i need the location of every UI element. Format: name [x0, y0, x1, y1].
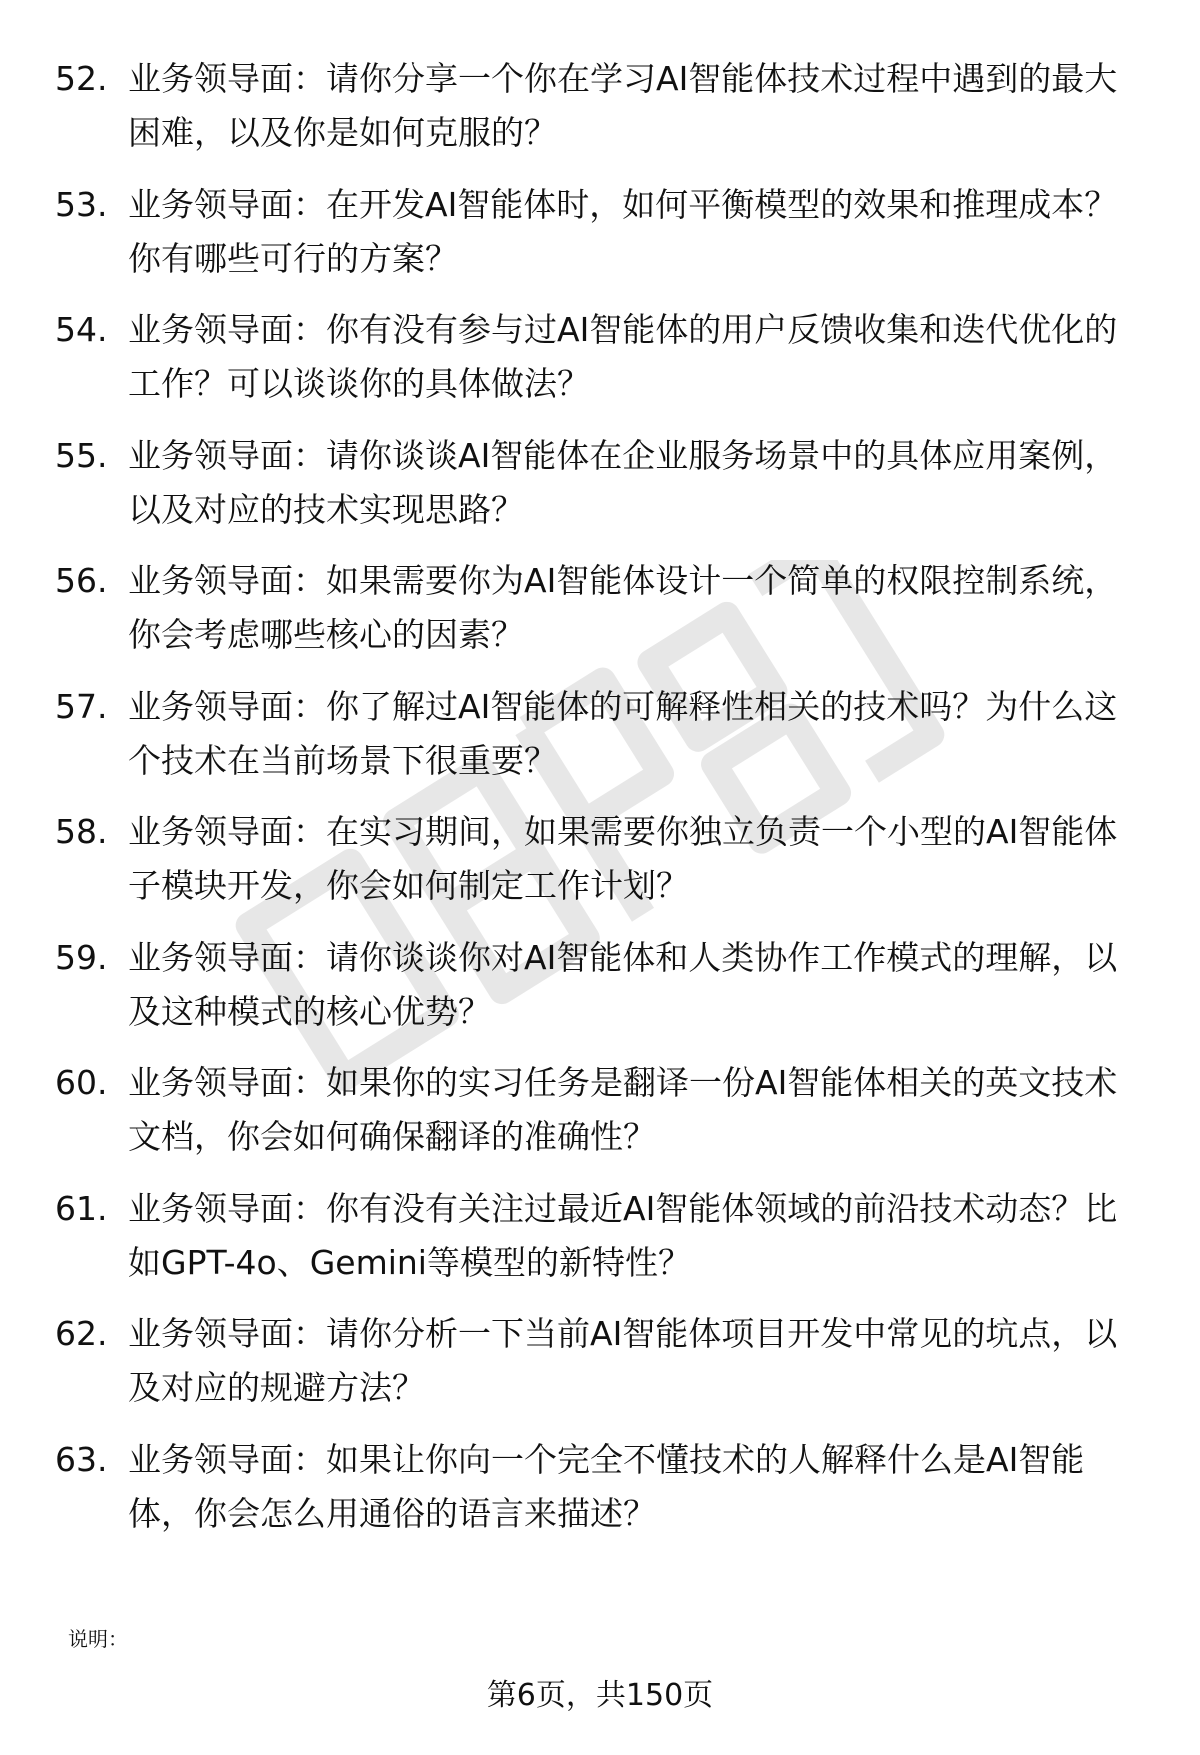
page-footer: 第6页，共150页	[486, 1678, 714, 1713]
question-item	[55, 1433, 1135, 1541]
question-number: 56.	[55, 561, 108, 600]
question-number: 52.	[55, 59, 108, 98]
question-text: 业务领导面：请你谈谈AI智能体在企业服务场景中的具体应用案例，以及对应的技术实现思路？	[128, 435, 1118, 529]
question-text: 业务领导面：如果你的实习任务是翻译一份AI智能体相关的英文技术文档，你会如何确保翻译的准确性？	[128, 1063, 1118, 1156]
question-text: 业务领导面：请你分析一下当前AI智能体项目开发中常见的坑点，以及对应的规避方法？	[128, 1314, 1118, 1407]
question-text: 业务领导面：在实习期间，如果需要你独立负责一个小型的AI智能体子模块开发，你会如何制定工作计划？	[128, 812, 1118, 905]
question-number: 54.	[55, 310, 108, 349]
question-list	[55, 52, 1135, 1558]
question-item	[55, 429, 1135, 537]
question-number: 57.	[55, 686, 108, 726]
question-text: 业务领导面：请你谈谈你对AI智能体和人类协作工作模式的理解，以及这种模式的核心优势？	[128, 937, 1118, 1031]
question-text: 业务领导面：在开发AI智能体时，如何平衡模型的效果和推理成本？你有哪些可行的方案？	[128, 184, 1118, 278]
question-number: 60.	[55, 1063, 108, 1102]
question-item	[55, 303, 1135, 411]
question-number: 63.	[55, 1439, 108, 1479]
question-item	[55, 52, 1135, 160]
question-number: 53.	[55, 184, 108, 224]
question-text: 业务领导面：你有没有参与过AI智能体的用户反馈收集和迭代优化的工作？可以谈谈你的具体做法？	[128, 310, 1118, 403]
question-item	[55, 554, 1135, 662]
question-number: 62.	[55, 1314, 108, 1353]
question-number: 58.	[55, 812, 108, 851]
question-item	[55, 1182, 1135, 1290]
question-text: 业务领导面：如果让你向一个完全不懂技术的人解释什么是AI智能体，你会怎么用通俗的语言来描述？	[128, 1439, 1085, 1533]
question-item	[55, 680, 1135, 788]
question-text: 业务领导面：如果需要你为AI智能体设计一个简单的权限控制系统，你会考虑哪些核心的因素？	[128, 561, 1118, 654]
question-number: 61.	[55, 1188, 108, 1228]
question-text: 业务领导面：你了解过AI智能体的可解释性相关的技术吗？为什么这个技术在当前场景下很重要？	[128, 686, 1118, 780]
question-text: 业务领导面：你有没有关注过最近AI智能体领域的前沿技术动态？比如GPT-4o、Gemini等模型的新特性？	[128, 1188, 1118, 1282]
question-number: 59.	[55, 937, 108, 977]
question-item	[55, 805, 1135, 913]
question-item	[55, 178, 1135, 286]
question-item	[55, 1056, 1135, 1164]
question-text: 业务领导面：请你分享一个你在学习AI智能体技术过程中遇到的最大困难，以及你是如何克服的？	[128, 59, 1118, 152]
question-item	[55, 1307, 1135, 1415]
question-item	[55, 931, 1135, 1039]
note-label: 说明：	[68, 1627, 128, 1651]
question-number: 55.	[55, 435, 108, 475]
